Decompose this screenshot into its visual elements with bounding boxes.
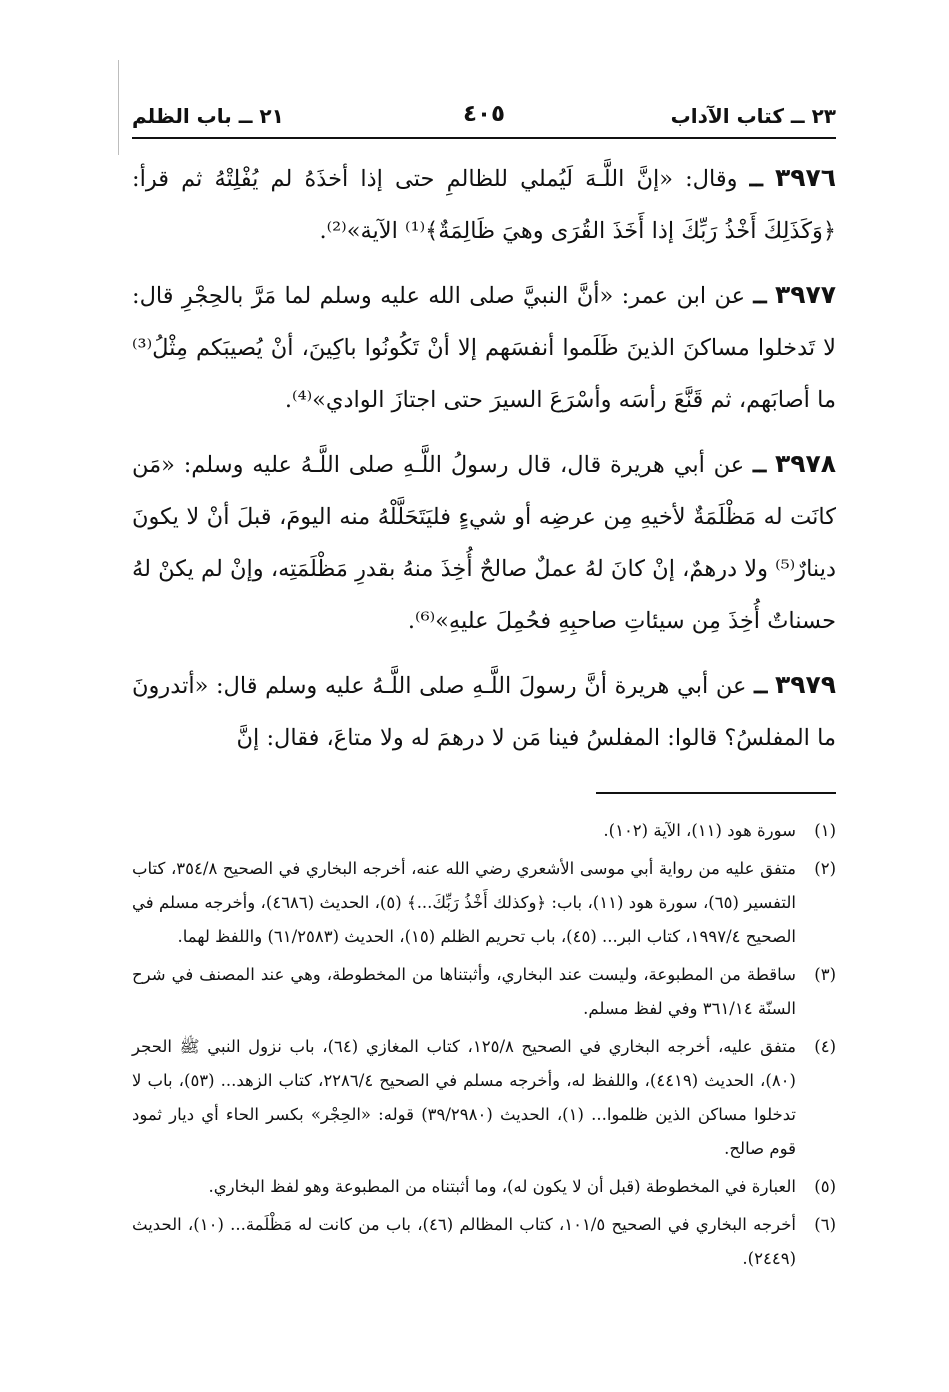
footnote-5 bbox=[132, 1170, 836, 1204]
footnote-number: (٦) bbox=[814, 1215, 836, 1234]
footnotes bbox=[132, 814, 836, 1280]
footnote-number: (٥) bbox=[814, 1177, 836, 1196]
footnote-number: (١) bbox=[814, 821, 836, 840]
footnote-text: متفق عليه من رواية أبي موسى الأشعري رضي الله عنه، أخرجه البخاري في الصحيح ٣٥٤/٨، كتاب التفسير (٦٥)، سورة هود (١١)، باب: ﴿وكذلك أَخْذُ رَبِّكَ...﴾ (٥)، الحديث (٤٦٨٦)، وأخرجه مسلم في الصحيح ١٩٩٧/٤، كتاب البر... (٤٥)، باب تحريم الظلم (١٥)، الحديث (٦١/٢٥٨٣) واللفظ لهما. bbox=[132, 859, 796, 946]
header-rule bbox=[132, 137, 836, 139]
hadith-3976: ٣٩٧٦ ــ وقال: «إنَّ اللَّـهَ لَيُملي للظالمِ حتى إذا أخذَهُ لم يُفْلِتْهُ ثم قرأ: ﴿وَكَذَلِكَ أَخْذُ رَبِّكَ إذا أَخَذَ القُرَى وهيَ ظَالِمَةٌ﴾⁽¹⁾ الآية»⁽²⁾. bbox=[132, 163, 836, 244]
hadith-3979: ٣٩٧٩ ــ عن أبي هريرة أنَّ رسولَ اللَّـهِ صلى اللَّـهُ عليه وسلم قال: «أتدرونَ ما المفلسُ؟ قالوا: المفلسُ فينا مَن لا درهمَ له ولا متاعَ، فقال: إنَّ bbox=[132, 670, 836, 751]
footnote-2 bbox=[132, 852, 836, 954]
footnote-1 bbox=[132, 814, 836, 848]
footnote-6 bbox=[132, 1208, 836, 1276]
footnote-4 bbox=[132, 1030, 836, 1166]
hadith-number: ٣٩٧٩ bbox=[774, 670, 836, 699]
hadith-3978: ٣٩٧٨ ــ عن أبي هريرة قال، قال رسولُ اللَّـهِ صلى اللَّـهُ عليه وسلم: «مَن كانَت له مَظْلَمَةٌ لأخيهِ مِن عرضِه أو شيءٍ فليَتَحَلَّلْهُ منه اليومَ، قبلَ أنْ لا يكونَ دينارٌ⁽⁵⁾ ولا درهمٌ، إنْ كانَ لهُ عملٌ صالحٌ أُخِذَ منهُ بقدرِ مَظْلَمَتِه، وإنْ لم يكنْ لهُ حسناتٌ أُخِذَ مِن سيئاتِ صاحبِهِ فحُمِلَ عليهِ»⁽⁶⁾. bbox=[132, 449, 837, 634]
hadith-number: ٣٩٧٦ bbox=[774, 163, 836, 192]
footnote-number: (٣) bbox=[814, 965, 836, 984]
header-section: ٢١ ــ باب الظلم bbox=[132, 104, 284, 128]
footnote-text: أخرجه البخاري في الصحيح ١٠١/٥، كتاب المظالم (٤٦)، باب من كانت له مَظْلَمة... (١٠)، الحديث (٢٤٤٩). bbox=[132, 1215, 797, 1268]
hadith-text: عن ابن عمر: «أنَّ النبيَّ صلى الله عليه وسلم لما مَرَّ بالحِجْرِ قال: لا تَدخلوا مساكنَ الذينَ ظَلَموا أنفسَهم إلا أنْ تَكُونُوا باكِينَ، أنْ يُصيبَكم مِثْلُ⁽³⁾ ما أصابَهم، ثم قَنَّعَ رأسَه وأسْرَعَ السيرَ حتى اجتازَ الوادي»⁽⁴⁾. bbox=[132, 283, 836, 413]
header-chapter: ٢٣ ــ كتاب الآداب bbox=[670, 104, 836, 128]
footnote-text: سورة هود (١١)، الآية (١٠٢). bbox=[603, 821, 796, 840]
hadith-3977: ٣٩٧٧ ــ عن ابن عمر: «أنَّ النبيَّ صلى الله عليه وسلم لما مَرَّ بالحِجْرِ قال: لا تَدخلوا مساكنَ الذينَ ظَلَموا أنفسَهم إلا أنْ تَكُونُوا باكِينَ، أنْ يُصيبَكم مِثْلُ⁽³⁾ ما أصابَهم، ثم قَنَّعَ رأسَه وأسْرَعَ السيرَ حتى اجتازَ الوادي»⁽⁴⁾. bbox=[132, 280, 836, 413]
hadith-text: وقال: «إنَّ اللَّـهَ لَيُملي للظالمِ حتى إذا أخذَهُ لم يُفْلِتْهُ ثم قرأ: ﴿وَكَذَلِكَ أَخْذُ رَبِّكَ إذا أَخَذَ القُرَى وهيَ ظَالِمَةٌ﴾⁽¹⁾ الآية»⁽²⁾. bbox=[132, 166, 836, 244]
hadith-text: عن أبي هريرة قال، قال رسولُ اللَّـهِ صلى اللَّـهُ عليه وسلم: «مَن كانَت له مَظْلَمَةٌ لأخيهِ مِن عرضِه أو شيءٍ فليَتَحَلَّلْهُ منه اليومَ، قبلَ أنْ لا يكونَ دينارٌ⁽⁵⁾ ولا درهمٌ، إنْ كانَ لهُ عملٌ صالحٌ أُخِذَ منهُ بقدرِ مَظْلَمَتِه، وإنْ لم يكنْ لهُ حسناتٌ أُخِذَ مِن سيئاتِ صاحبِهِ فحُمِلَ عليهِ»⁽⁶⁾. bbox=[132, 452, 836, 634]
main-text bbox=[132, 152, 836, 776]
page-number: ٤٠٥ bbox=[462, 101, 506, 127]
scan-margin-mark bbox=[118, 60, 119, 155]
hadith-text: عن أبي هريرة أنَّ رسولَ اللَّـهِ صلى اللَّـهُ عليه وسلم قال: «أتدرونَ ما المفلسُ؟ قالوا: المفلسُ فينا مَن لا درهمَ له ولا متاعَ، فقال: إنَّ bbox=[132, 673, 836, 751]
hadith-number: ٣٩٧٧ bbox=[774, 280, 836, 309]
footnote-number: (٢) bbox=[814, 859, 836, 878]
hadith-number: ٣٩٧٨ bbox=[774, 449, 837, 478]
running-header bbox=[132, 96, 836, 136]
footnote-text: متفق عليه، أخرجه البخاري في الصحيح ١٢٥/٨، كتاب المغازي (٦٤)، باب نزول النبي ﷺ الحجر (٨٠)، الحديث (٤٤١٩)، واللفظ له، وأخرجه مسلم في الصحيح ٢٢٨٦/٤، كتاب الزهد... (٥٣)، باب لا تدخلوا مساكن الذين ظلموا... (١)، الحديث (٣٩/٢٩٨٠) قوله: «الحِجْر» بكسر الحاء أي ديار ثمود قوم صالح. bbox=[132, 1037, 797, 1158]
footnote-text: العبارة في المخطوطة (قبل أن لا يكون له)، وما أثبتناه من المطبوعة وهو لفظ البخاري. bbox=[208, 1177, 796, 1196]
footnote-number: (٤) bbox=[814, 1037, 836, 1056]
footnote-text: ساقطة من المطبوعة، وليست عند البخاري، وأثبتناها من المخطوطة، وهي عند المصنف في شرح السنّة ٣٦١/١٤ وفي لفظ مسلم. bbox=[132, 965, 796, 1018]
footnote-separator bbox=[596, 792, 836, 794]
footnote-3 bbox=[132, 958, 836, 1026]
